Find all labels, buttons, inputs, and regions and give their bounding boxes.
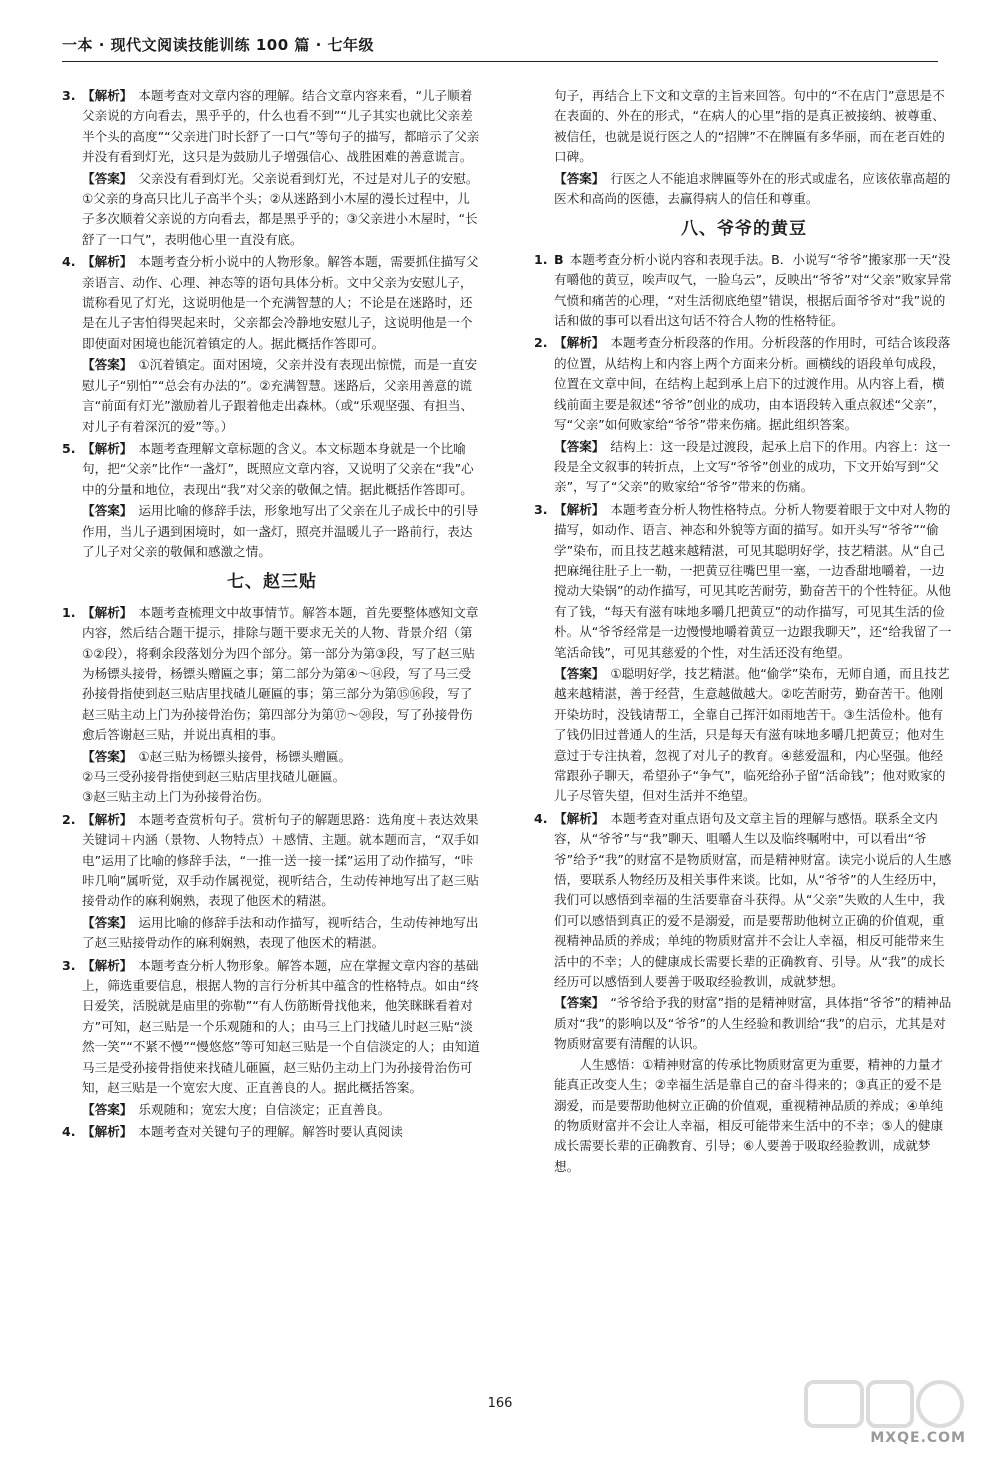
section-title: 七、赵三贴 bbox=[227, 572, 317, 593]
choice-answer: B bbox=[554, 251, 564, 267]
question-number: 4. bbox=[62, 1123, 76, 1139]
question-number: 1. bbox=[534, 251, 548, 267]
analysis-tag: 【解析】 bbox=[82, 957, 133, 973]
analysis-text: 本题考查对关键句子的理解。解答时要认真阅读 bbox=[138, 1123, 403, 1139]
analysis-text: 本题考查对重点语句及文章主旨的理解与感悟。联系全文内容，从“爷爷”与“我”聊天、咀嚼人生以及临终嘱咐中，可以看出“爷爷”给予“我”的财富不是物质财富，而是精神财富。读完小说后的人生感悟，要联系人物经历及相关事件来谈。比如，从“爷爷”的人生经历中，我们可以感悟到幸福的生活要靠奋斗获得。从“父亲”失败的人生中，我们可以感悟到真正的爱不是溺爱，而是要帮助他树立正确的价值观，重视精神品质的养成；单纯的物质财富并不会让人幸福，相反可能带来生活中的不幸；人的健康成长需要长辈的正确教育、引导。从“我”的成长经历可以感悟到人要善于吸取经验教训，成就梦想。 bbox=[554, 810, 952, 990]
page-header bbox=[62, 34, 938, 62]
question-number: 4. bbox=[62, 254, 76, 270]
answer-item bbox=[534, 809, 954, 1177]
answer-tag: 【答案】 bbox=[554, 438, 605, 454]
answer-text: 行医之人不能追求牌匾等外在的形式或虚名，应该依靠高超的医术和高尚的医德，去赢得病人的信任和尊重。 bbox=[554, 170, 951, 207]
answer-tag: 【答案】 bbox=[82, 1101, 133, 1117]
answer-item bbox=[62, 439, 482, 562]
question-number: 1. bbox=[62, 604, 76, 620]
answer-text: 乐观随和；宽宏大度；自信淡定；正直善良。 bbox=[138, 1101, 391, 1117]
analysis-text: 本题考查赏析句子。赏析句子的解题思路：选角度＋表达效果关键词＋内涵（景物、人物特点）＋感情、主题。就本题而言，“双手如电”运用了比喻的修辞手法，“一推一送一接一揉”运用了动作描写，“咔咔几响”属听觉，双手动作属视觉，视听结合，生动传神地写出了赵三贴接骨动作的麻利娴熟，表现了他医术的精湛。 bbox=[82, 811, 479, 909]
left-column bbox=[62, 86, 482, 1144]
analysis-tag: 【解析】 bbox=[82, 811, 133, 827]
analysis-tag: 【解析】 bbox=[82, 604, 133, 620]
answer-item bbox=[534, 500, 954, 807]
right-column bbox=[534, 86, 954, 1179]
question-number: 3. bbox=[534, 501, 548, 517]
answer-tag: 【答案】 bbox=[82, 503, 133, 519]
answer-tag: 【答案】 bbox=[82, 748, 133, 764]
analysis-text: 本题考查理解文章标题的含义。本文标题本身就是一个比喻句，把“父亲”比作“一盏灯”，既照应文章内容，又说明了父亲在“我”心中的分量和地位，表现出“我”对父亲的敬佩之情。据此概括作答即可。 bbox=[82, 440, 474, 497]
question-number: 3. bbox=[62, 88, 76, 103]
answer-line: ①赵三贴为杨镖头接骨，杨镖头赠匾。 bbox=[138, 748, 352, 764]
section-title: 八、爷爷的黄豆 bbox=[681, 219, 807, 240]
analysis-text: 本题考查分析小说内容和表现手法。B．小说写“爷爷”搬家那一天“没有嚼他的黄豆，唉声叹气，一脸乌云”，反映出“爷爷”对“父亲”败家异常气愤和痛苦的心理，“对生活彻底绝望”错误，根据后面爷爷对“我”说的话和做的事可以看出这句话不符合人物的性格特征。 bbox=[554, 251, 952, 329]
watermark-text: MXQE.COM bbox=[870, 1430, 966, 1446]
answer-item bbox=[62, 252, 482, 437]
analysis-tag: 【解析】 bbox=[82, 88, 133, 103]
answer-item bbox=[534, 250, 954, 332]
question-number: 3. bbox=[62, 957, 76, 973]
answer-line: ③赵三贴主动上门为孙接骨治伤。 bbox=[82, 789, 270, 805]
answer-tag: 【答案】 bbox=[82, 357, 133, 373]
analysis-tag: 【解析】 bbox=[82, 1123, 133, 1139]
answer-text: “爷爷给予我的财富”指的是精神财富，具体指“爷爷”的精神品质对“我”的影响以及“爷爷”的人生经验和教训给“我”的启示，尤其是对物质财富要有清醒的认识。 bbox=[554, 995, 952, 1052]
answer-item bbox=[62, 956, 482, 1120]
answer-item bbox=[62, 1122, 482, 1142]
answer-item-continued bbox=[534, 86, 954, 209]
question-number: 2. bbox=[62, 811, 76, 827]
question-number: 4. bbox=[534, 810, 548, 826]
answer-item bbox=[62, 86, 482, 250]
analysis-text: 本题考查分析人物性格特点。分析人物要着眼于文中对人物的描写，如动作、语言、神态和外貌等方面的描写。如开头写“爷爷”“偷学”染布，而且技艺越来越精湛，可见其聪明好学，技艺精湛。从“自己把麻绳往肚子上一勒，一把黄豆往嘴巴里一塞，一边香甜地嚼着，一边搅动大染锅”的动作描写，可见其吃苦耐劳，勤奋苦干的个性特征。从他有了钱，“每天有滋有味地多嚼几把黄豆”的动作描写，可见其生活的俭朴。从“爷爷经常是一边慢慢地嚼着黄豆一边跟我聊天”，还“给我留了一笔活命钱”，可见其慈爱的个性，对生活还没有绝望。 bbox=[554, 501, 952, 660]
answer-text: 运用比喻的修辞手法，形象地写出了父亲在儿子成长中的引导作用，当儿子遇到困境时，如一盏灯，照亮并温暖儿子一路前行，表达了儿子对父亲的敬佩和感激之情。 bbox=[82, 503, 479, 559]
life-insight-text: 人生感悟：①精神财富的传承比物质财富更为重要，精神的力量才能真正改变人生；②幸福生活是靠自己的奋斗得来的；③真正的爱不是溺爱，而是要帮助他树立正确的价值观，重视精神品质的养成；④单纯的物质财富并不会让人幸福，相反可能带来生活中的不幸；⑤人的健康成长需要长辈的正确教育、引导；⑥人要善于吸取经验教训，成就梦想。 bbox=[554, 1056, 944, 1174]
analysis-text: 句子，再结合上下文和文章的主旨来回答。句中的“不在店门”意思是不在表面的、外在的形式，“在病人的心里”指的是真正被接纳、被尊重、被信任，也就是说行医之人的“招牌”不在牌匾有多华丽，而在老百姓的口碑。 bbox=[554, 88, 945, 165]
analysis-tag: 【解析】 bbox=[554, 501, 605, 517]
analysis-text: 本题考查分析人物形象。解答本题，应在掌握文章内容的基础上，筛选重要信息，根据人物的言行分析其中蕴含的性格特点。如由“终日爱笑，活脱就是庙里的弥勒”“有人伤筋断骨找他来，他笑眯眯看着对方”可知，赵三贴是一个乐观随和的人；由马三上门找碴儿时赵三贴“淡然一笑”“不紧不慢”“慢悠悠”等可知赵三贴是一个自信淡定的人；由知道马三是受孙接骨指使来找碴儿砸匾，赵三贴仍主动上门为孙接骨治伤可知，赵三贴是一个宽宏大度、正直善良的人。据此概括答案。 bbox=[82, 957, 480, 1096]
answer-text: ①聪明好学，技艺精湛。他“偷学”染布，无师自通，而且技艺越来越精湛，善于经营，生意越做越大。②吃苦耐劳，勤奋苦干。他刚开染坊时，没钱请帮工，全靠自己挥汗如雨地苦干。③生活俭朴。他有了钱仍旧过普通人的生活，只是每天有滋有味地多嚼几把黄豆；他对生意过于专注执着，忽视了对儿子的教育。④慈爱温和，内心坚强。他经常跟孙子聊天，希望孙子“争气”，临死给孙子留“活命钱”；他对败家的儿子尽管失望，但对生活并不绝望。 bbox=[554, 665, 950, 804]
answer-item bbox=[62, 603, 482, 808]
answer-text: ①沉着镇定。面对困境，父亲并没有表现出惊慌，而是一直安慰儿子“别怕”“总会有办法的”。②充满智慧。迷路后，父亲用善意的谎言“前面有灯光”激励着儿子跟着他走出森林。（或“乐观坚强、有担当、对儿子有着深沉的爱”等。） bbox=[82, 357, 478, 434]
answer-tag: 【答案】 bbox=[82, 170, 133, 186]
book-title: 一本 · 现代文阅读技能训练 100 篇 · 七年级 bbox=[62, 36, 375, 54]
answer-item bbox=[534, 333, 954, 497]
analysis-text: 本题考查分析段落的作用。分析段落的作用时，可结合该段落的位置，从结构上和内容上两个方面来分析。画横线的语段单句成段，位置在文章中间，在结构上起到承上启下的过渡作用。从内容上看，横线前面主要是叙述“爷爷”创业的成功，由本语段转入重点叙述“父亲”，写“父亲”如何败家给“爷爷”带来伤痛。据此组织答案。 bbox=[554, 335, 951, 433]
answer-text: 父亲没有看到灯光。父亲说看到灯光，不过是对儿子的安慰。①父亲的身高只比儿子高半个头；②从迷路到小木屋的漫长过程中，儿子多次顺着父亲说的方向看去，都是黑乎乎的；③父亲进小木屋时，“长舒了一口气”，表明他心里一直没有底。 bbox=[82, 170, 479, 247]
answer-tag: 【答案】 bbox=[554, 665, 605, 681]
analysis-text: 本题考查对文章内容的理解。结合文章内容来看，“儿子顺着父亲说的方向看去，黑乎乎的，什么也看不到”“儿子其实也就比父亲差半个头的高度”“父亲进门时长舒了一口气”等句子的描写，都暗示了父亲并没有看到灯光，这只是为鼓励儿子增强信心、战胜困难的善意谎言。 bbox=[82, 88, 480, 165]
analysis-text: 本题考查分析小说中的人物形象。解答本题，需要抓住描写父亲语言、动作、心理、神态等的语句具体分析。文中父亲为安慰儿子，谎称看见了灯光，这说明他是一个充满智慧的人；不论是在迷路时，还是在儿子害怕得哭起来时，父亲都会冷静地安慰儿子，这说明他是一个即使面对困境也能沉着镇定的人。据此概括作答即可。 bbox=[82, 254, 479, 351]
answer-tag: 【答案】 bbox=[554, 170, 605, 186]
page-number: 166 bbox=[487, 1396, 513, 1411]
answer-text: 结构上：这一段是过渡段，起承上启下的作用。内容上：这一段是全文叙事的转折点，上文写“爷爷”创业的成功，下文开始写到“父亲”，写了“父亲”的败家给“爷爷”带来的伤痛。 bbox=[554, 438, 951, 495]
analysis-text: 本题考查梳理文中故事情节。解答本题，首先要整体感知文章内容，然后结合题干提示，排除与题干要求无关的人物、背景介绍（第①②段），将剩余段落划分为四个部分。第一部分为第③段，写了赵三贴为杨镖头接骨，杨镖头赠匾之事；第二部分为第④～⑭段，写了马三受孙接骨指使到赵三贴店里找碴儿砸匾的事；第三部分为第⑮⑯段，写了赵三贴主动上门为孙接骨治伤；第四部分为第⑰～⑳段，写了孙接骨伤愈后答谢赵三贴，并说出真相的事。 bbox=[82, 604, 479, 743]
analysis-tag: 【解析】 bbox=[82, 254, 133, 270]
analysis-tag: 【解析】 bbox=[554, 810, 605, 826]
answer-tag: 【答案】 bbox=[82, 914, 133, 930]
analysis-tag: 【解析】 bbox=[554, 335, 605, 351]
analysis-tag: 【解析】 bbox=[82, 440, 133, 456]
answer-line: ②马三受孙接骨指使到赵三贴店里找碴儿砸匾。 bbox=[82, 769, 346, 784]
answer-text: 运用比喻的修辞手法和动作描写，视听结合，生动传神地写出了赵三贴接骨动作的麻利娴熟，表现了他医术的精湛。 bbox=[82, 914, 479, 951]
question-number: 2. bbox=[534, 335, 548, 351]
answer-item bbox=[62, 810, 482, 954]
answer-tag: 【答案】 bbox=[554, 995, 605, 1011]
question-number: 5. bbox=[62, 440, 76, 456]
